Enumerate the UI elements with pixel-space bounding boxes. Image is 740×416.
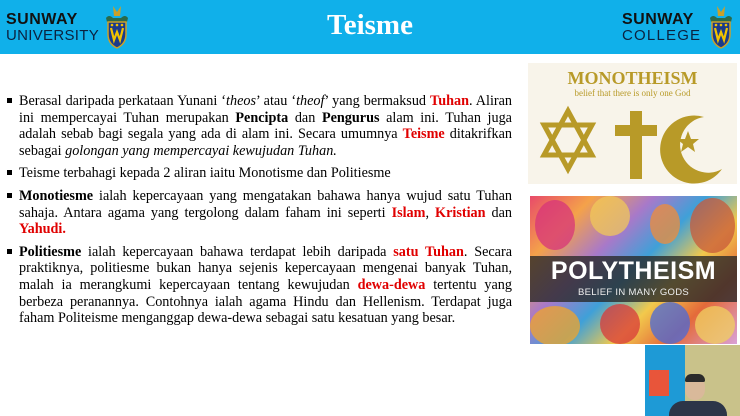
bullet-definition (6, 93, 512, 159)
star-of-david-icon (544, 111, 592, 169)
bullet-list (6, 93, 512, 333)
monotheism-title: MONOTHEISM (567, 68, 698, 88)
crescent-and-star-icon (660, 116, 722, 184)
cross-icon (615, 111, 657, 179)
bullet-monotheism (6, 188, 512, 238)
bullet-divisions (6, 165, 512, 182)
religious-symbols (528, 63, 737, 184)
bullet-text: Berasal daripada perkataan Yunani ‘theos’ atau ‘theof’ yang bermaksud Tuhan. Aliran ini mempercayai Tuhan merupakan Pencipta dan Pengurus alam ini. Tuhan juga adalah sebab bagi segala yang ada di alam ini. Secara umumnya Teisme ditakrifkan sebagai golongan yang mempercayai kewujudan Tuhan. (19, 93, 513, 159)
polytheism-image (530, 196, 737, 344)
logo-subtitle: UNIVERSITY (6, 27, 100, 44)
square-bullet-icon (7, 193, 12, 198)
crest-icon (707, 4, 735, 50)
bullet-text: Politiesme ialah kepercayaan bahawa terdapat lebih daripada satu Tuhan. Secara praktiknya, politiesme bukan hanya sejenis kepercayaan mengenai banyak Tuhan, malah ia merangkumi kepercayaan tentang kewujudan dewa-dewa tertentu yang berbeza peranannya. Contohnya ialah agama Hindu dan Hellenism. Terdapat juga faham Politeisme menganggap dewa-dewa sebagai satu kesatuan yang besar. (19, 243, 512, 327)
bullet-text: Monotiesme ialah kepercayaan yang mengatakan bahawa hanya wujud satu Tuhan sahaja. Antara agama yang tergolong dalam faham ini seperti Islam, Kristian dan Yahudi. (19, 187, 512, 238)
square-bullet-icon (7, 249, 12, 254)
square-bullet-icon (7, 98, 12, 103)
monotheism-image (528, 63, 737, 184)
polytheism-title: POLYTHEISM (550, 257, 717, 285)
logo-wordmark: SUNWAY (622, 11, 694, 28)
presenter-webcam (645, 345, 740, 416)
logo-subtitle: COLLEGE (622, 27, 702, 44)
bullet-text: Teisme terbahagi kepada 2 aliran iaitu Monotisme dan Politiesme (19, 165, 391, 182)
monotheism-subtitle: belief that there is only one God (574, 88, 691, 98)
polytheism-subtitle: BELIEF IN MANY GODS (577, 287, 690, 298)
square-bullet-icon (7, 170, 12, 175)
slide-header (0, 0, 740, 54)
page-title: Teisme (327, 9, 413, 41)
bullet-polytheism (6, 244, 512, 327)
sunway-college-logo (622, 4, 738, 50)
logo-wordmark: SUNWAY (6, 11, 78, 28)
